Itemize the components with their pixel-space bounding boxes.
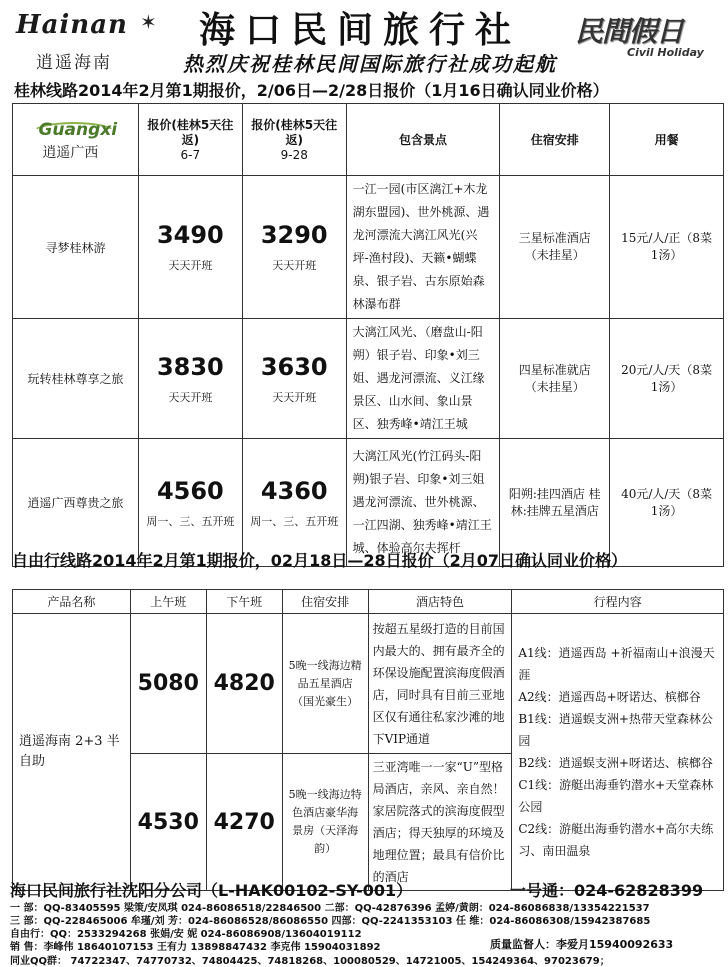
schedule1: 周一、三、五开班	[146, 514, 235, 528]
route-line: C1线：游艇出海垂钓潜水+天堂森林公园	[518, 778, 714, 814]
col-price2-label: 报价(桂林5天往返)	[251, 117, 338, 147]
table-header-row	[13, 590, 724, 614]
col-price1-label: 报价(桂林5天往返)	[147, 117, 234, 147]
freetravel-price-table	[12, 589, 724, 891]
page-subtitle: 热烈庆祝桂林民间国际旅行社成功起航	[183, 52, 557, 76]
guangxi-logo-text: Guangxi	[38, 119, 118, 140]
quality-supervisor: 质量监督人：李爱月15940092633	[490, 938, 674, 951]
hainan-logo-subtext: 逍遥海南	[36, 53, 112, 73]
hotel-cell: 阳朔:挂四酒店 桂林:挂牌五星酒店	[500, 439, 610, 567]
schedule2: 天天开班	[272, 390, 317, 404]
contact-line: 一 部：QQ-83405595 梁策/安凤琪 024-86086518/22846500 二部：QQ-42876396 孟婷/黄朗：024-86086838/13354221537	[10, 903, 650, 914]
schedule1: 天天开班	[168, 259, 213, 272]
price2-cell	[242, 176, 346, 319]
meal-cell: 40元/人/天（8菜1汤）	[610, 439, 724, 567]
feature-cell: 按超五星级打造的目前国内最大的、拥有最齐全的环保设施配置滨海度假酒店，同时具有目前三亚地区仅有通往私家沙滩的地下VIP通道	[368, 614, 512, 754]
price1: 3830	[156, 352, 224, 381]
table-row	[13, 319, 724, 439]
table-row	[13, 176, 724, 319]
col-price1-header	[138, 104, 242, 176]
page-title: 海口民间旅行社	[198, 9, 521, 51]
schedule2: 天天开班	[272, 259, 317, 272]
pm-price: 4270	[213, 809, 275, 835]
price1: 4560	[156, 476, 224, 505]
route-line: A2线：逍遥西岛+呀诺达、槟榔谷	[518, 690, 701, 704]
price1-cell	[138, 319, 242, 439]
price1-cell	[138, 176, 242, 319]
guangxi-logo-cell	[13, 104, 139, 176]
schedule1: 天天开班	[168, 390, 213, 404]
civil-holiday-logo-subtext: Civil Holiday	[627, 46, 704, 59]
product-name: 逍遥海南 2+3 半自助	[13, 614, 131, 891]
price1: 3490	[156, 221, 224, 249]
spots-cell: 一江一园(市区漓江+木龙湖东盟园)、世外桃源、遇龙河漂流大漓江风光(兴坪-渔村段)、天籁•蝴蝶泉、银子岩、古东原始森林瀑布群	[346, 176, 500, 319]
feature-cell: 三亚湾唯一一家“U”型格局酒店，亲风、亲自然！家居院落式的滨海度假型酒店；得天独厚的环境及地理位置；最具有信价比的酒店	[368, 754, 512, 891]
hotel-cell: 四星标准就店（未挂星）	[500, 319, 610, 439]
route-name: 寻梦桂林游	[13, 176, 139, 319]
price2: 3630	[260, 352, 328, 381]
pm-price-cell	[206, 614, 282, 754]
col-meal-header: 用餐	[610, 104, 724, 176]
route-line: B1线：逍遥蜈支洲+热带天堂森林公园	[518, 712, 713, 748]
route-line: B2线：逍遥蜈支洲+呀诺达、槟榔谷	[518, 756, 713, 770]
guangxi-logo-subtext: 逍遥广西	[42, 144, 99, 161]
guangxi-logo	[30, 116, 120, 164]
col-product-header: 产品名称	[13, 590, 131, 614]
route-line: C2线：游艇出海垂钓潜水+高尔夫练习、南田温泉	[518, 822, 714, 858]
section2-heading: 自由行线路2014年2月第1期报价，02月18日—28日报价（2月07日确认同业价格）	[12, 551, 627, 570]
table-header-row	[13, 104, 724, 176]
civil-holiday-logo	[575, 10, 720, 70]
civil-holiday-logo-text: 民間假日	[575, 15, 684, 48]
contact-line: 自由行：QQ：2533294268 张娟/安 妮 024-86086908/13604019112	[10, 929, 362, 940]
company-name: 海口民间旅行社沈阳分公司（L-HAK00102-SY-001）	[10, 881, 413, 900]
am-price-cell	[130, 754, 206, 891]
hainan-logo-text: Hainan	[16, 10, 128, 40]
price2: 4360	[260, 476, 328, 505]
hotel-cell: 5晚一线海边精品五星酒店（国光豪生）	[282, 614, 368, 754]
palm-icon: ✶	[140, 10, 157, 34]
col-price2-dates: 9-28	[280, 147, 308, 162]
col-route-header: 行程内容	[512, 590, 724, 614]
schedule2: 周一、三、五开班	[250, 514, 339, 528]
route-cell	[512, 614, 724, 891]
hainan-logo	[12, 4, 162, 72]
route-name: 玩转桂林尊享之旅	[13, 319, 139, 439]
contact-line: 销 售：李峰伟 18640107153 王有力 13898847432 李克伟 15904031892	[10, 942, 381, 953]
pm-price-cell	[206, 754, 282, 891]
hotel-cell: 三星标准酒店（未挂星）	[500, 176, 610, 319]
meal-cell: 20元/人/天（8菜1汤）	[610, 319, 724, 439]
pm-price: 4820	[213, 671, 275, 696]
col-am-header: 上午班	[130, 590, 206, 614]
spots-cell: 大漓江风光、（磨盘山-阳朔）银子岩、印象•刘三姐、遇龙河漂流、义江缘景区、山水间、象山景区、独秀峰•靖江王城	[346, 319, 500, 439]
price2-cell	[242, 319, 346, 439]
col-hotel-header: 住宿安排	[282, 590, 368, 614]
col-pm-header: 下午班	[206, 590, 282, 614]
hotel-cell: 5晚一线海边特色酒店豪华海景房（天泽海韵）	[282, 754, 368, 891]
col-hotel-header: 住宿安排	[500, 104, 610, 176]
route-name: 逍遥广西尊贵之旅	[13, 439, 139, 567]
am-price: 5080	[137, 671, 199, 696]
price2: 3290	[260, 221, 328, 249]
am-price-cell	[130, 614, 206, 754]
col-price2-header	[242, 104, 346, 176]
section1-heading: 桂林线路2014年2月第1期报价，2/06日—2/28日报价（1月16日确认同业价格）	[14, 81, 609, 100]
hotline: 一号通：024-62828399	[510, 881, 704, 900]
col-price1-dates: 6-7	[180, 147, 201, 162]
col-feature-header: 酒店特色	[368, 590, 512, 614]
table-row	[13, 614, 724, 754]
route-line: A1线：逍遥西岛 +祈福南山+浪漫天涯	[518, 646, 715, 682]
guilin-price-table	[12, 103, 724, 567]
col-spots-header: 包含景点	[346, 104, 500, 176]
contact-line: 同业QQ群： 74722347、74770732、74804425、74818268、100080529、14721005、154249364、97023679；	[10, 956, 610, 967]
meal-cell: 15元/人/正（8菜1汤）	[610, 176, 724, 319]
contact-line: 三 部：QQ-228465006 牟瑾/刘 芳：024-86086528/86086550 四部：QQ-2241353103 任 维：024-86086308/15942387685	[10, 916, 651, 927]
am-price: 4530	[137, 809, 199, 835]
spots-cell: 大漓江风光(竹江码头-阳朔)银子岩、印象•刘三姐遇龙河漂流、世外桃源、一江四湖、独秀峰•靖江王城、体验高尔夫挥杆	[346, 439, 500, 567]
